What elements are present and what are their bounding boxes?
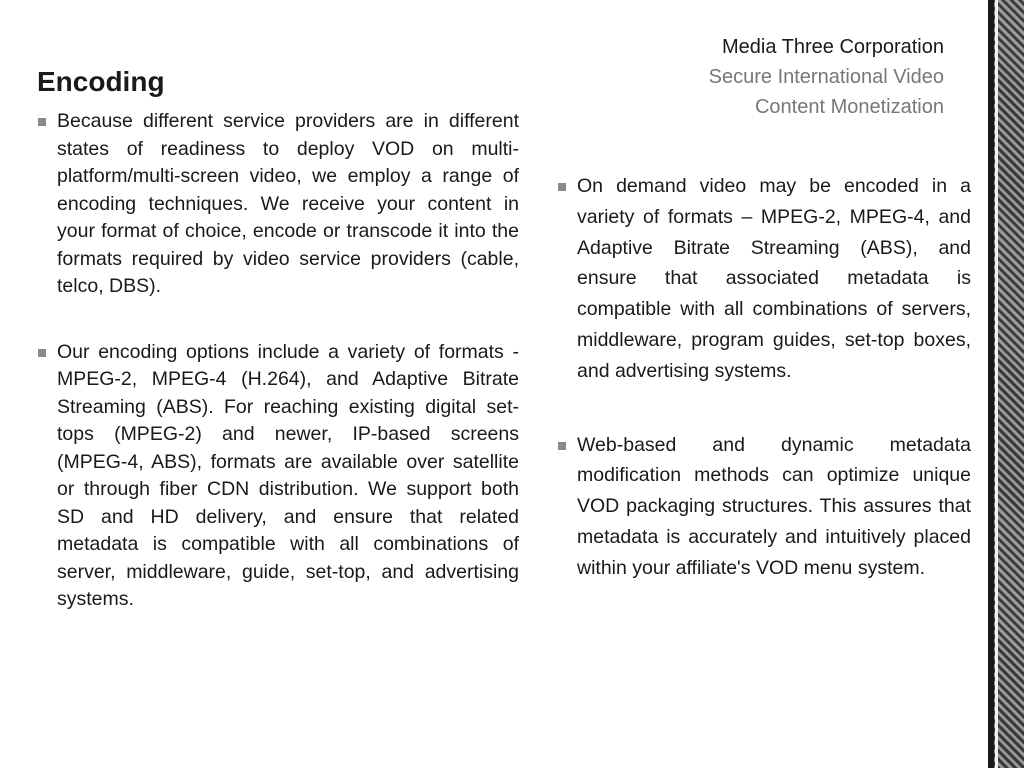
- slide-title: Encoding: [37, 66, 165, 97]
- square-bullet-icon: [38, 118, 46, 126]
- bullet-text: Our encoding options include a variety of formats - MPEG-2, MPEG-4 (H.264), and Adaptive Bitrate Streaming (ABS). For reaching existing digital set-tops (MPEG-2) and newer, IP-based screens (MPEG-4, ABS), formats are available over satellite or through fiber CDN distribution. We support both SD and HD delivery, and ensure that related metadata is compatible with all combinations of server, middleware, guide, set-top, and advertising systems.: [57, 340, 519, 610]
- tagline-line-2: Content Monetization: [754, 96, 944, 118]
- bullet-item: [557, 430, 971, 584]
- bullet-text: On demand video may be encoded in a variety of formats – MPEG-2, MPEG-4, and Adaptive Bitrate Streaming (ABS), and ensure that associated metadata is compatible with all combinations of servers, middleware, program guides, set-top boxes, and advertising systems.: [577, 175, 971, 382]
- decorative-side-bar: [988, 0, 1024, 768]
- square-bullet-icon: [38, 349, 46, 357]
- tagline-line-1: Secure International Video: [708, 66, 944, 88]
- bullet-item: [557, 171, 971, 387]
- side-bar-dark-stripe: [988, 0, 994, 768]
- corner-header: [524, 32, 944, 122]
- square-bullet-icon: [558, 442, 566, 450]
- square-bullet-icon: [558, 183, 566, 191]
- bullet-item: [37, 339, 519, 614]
- right-column: [557, 171, 971, 627]
- bullet-item: [37, 108, 519, 301]
- bullet-text: Because different service providers are in different states of readiness to deploy VOD on multi-platform/multi-screen video, we employ a range of encoding techniques. We receive your content in your format of choice, encode or transcode it into the formats required by video service providers (cable, telco, DBS).: [57, 110, 519, 297]
- side-bar-light-stripe: [995, 0, 998, 768]
- company-name: Media Three Corporation: [722, 36, 944, 58]
- left-column: [37, 108, 519, 652]
- bullet-text: Web-based and dynamic metadata modification methods can optimize unique VOD packaging structures. This assures that metadata is accurately and intuitively placed within your affiliate's VOD menu system.: [577, 433, 971, 579]
